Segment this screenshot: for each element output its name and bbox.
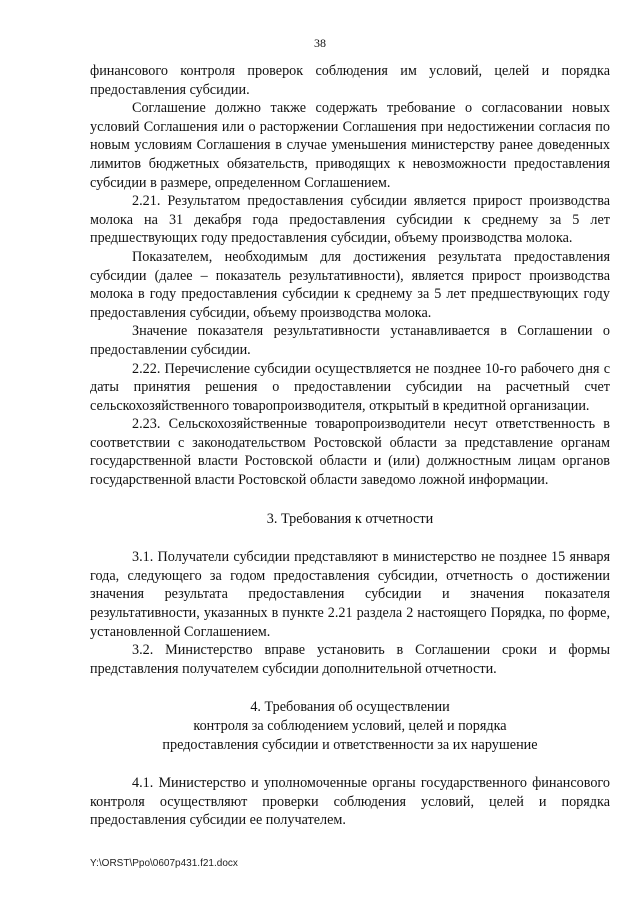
- page-number: 38: [314, 36, 326, 50]
- paragraph-indicator-value: Значение показателя результативности устанавливается в Соглашении о предоставлении субсидии.: [90, 323, 610, 358]
- section-4-heading-line-3: предоставления субсидии и ответственности за их нарушение: [162, 736, 538, 753]
- paragraph-3-1: 3.1. Получатели субсидии представляют в министерство не позднее 15 января года, следующего за годом предоставления субсидии, отчетность о достижении значения результата предоставления субсидии и значения показателя результативности, указанных в пункте 2.21 раздела 2 настоящего Порядка, по форме, установленной Соглашением.: [90, 549, 610, 640]
- section-4-heading-line-2: контроля за соблюдением условий, целей и порядка: [193, 718, 507, 734]
- paragraph-agreement-requirement: Соглашение должно также содержать требование о согласовании новых условий Соглашения или о расторжении Соглашения при недостижении согласия по новым условиям Соглашения в случае уменьшения министерству ранее доведенных лимитов бюджетных обязательств, приводящих к невозможности предоставления субсидии в размере, определенном Соглашением.: [90, 100, 610, 191]
- document-body: [90, 62, 610, 830]
- paragraph-3-2: 3.2. Министерство вправе установить в Соглашении сроки и формы представления получателем субсидии дополнительной отчетности.: [90, 642, 610, 677]
- paragraph-performance-indicator: Показателем, необходимым для достижения результата предоставления субсидии (далее – показатель результативности), является прирост производства молока в году предоставления субсидии к среднему за 5 лет предшествующих году предоставления субсидии, объему производства молока.: [90, 248, 610, 321]
- paragraph-2-23: 2.23. Сельскохозяйственные товаропроизводители несут ответственность в соответствии с законодательством Ростовской области за представление органам государственной власти Ростовской области и (или) должностным лицам органов государственной власти Ростовской области заведомо ложной информации.: [90, 416, 610, 489]
- section-4-heading-line-1: 4. Требования об осуществлении: [250, 699, 450, 716]
- paragraph-4-1: 4.1. Министерство и уполномоченные органы государственного финансового контроля осуществляют проверки соблюдения условий, целей и порядка предоставления субсидии ее получателем.: [90, 775, 610, 829]
- paragraph-2-22: 2.22. Перечисление субсидии осуществляется не позднее 10-го рабочего дня с даты принятия решения о предоставлении субсидии на расчетный счет сельскохозяйственного товаропроизводителя, открытый в кредитной организации.: [90, 360, 610, 414]
- section-3-heading: 3. Требования к отчетности: [266, 510, 434, 527]
- paragraph-continuation: финансового контроля проверок соблюдения им условий, целей и порядка предоставления субсидии.: [90, 63, 610, 98]
- paragraph-2-21: 2.21. Результатом предоставления субсидии является прирост производства молока на 31 декабря года предоставления субсидии к среднему за 5 лет предшествующих году предоставления субсидии, объему производства молока.: [90, 193, 610, 247]
- footer-file-path: Y:\ORST\Ppo\0607p431.f21.docx: [90, 858, 238, 869]
